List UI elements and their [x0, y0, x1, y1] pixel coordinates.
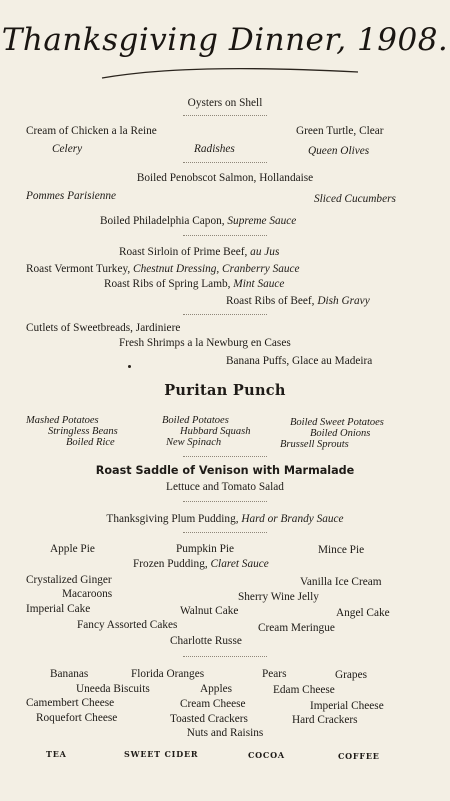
divider — [183, 314, 267, 315]
menu-item-walnut-cake: Walnut Cake — [180, 605, 239, 617]
divider — [183, 115, 267, 116]
decorative-dot — [128, 365, 131, 368]
menu-item-imperial-cake: Imperial Cake — [26, 603, 91, 615]
menu-title: Thanksgiving Dinner, 1908. — [1, 22, 449, 58]
menu-item-cream-cheese: Cream Cheese — [180, 698, 246, 710]
menu-item-uneeda: Uneeda Biscuits — [76, 683, 150, 695]
menu-item-cider: SWEET CIDER — [124, 749, 199, 759]
menu-item-plum-pudding: Thanksgiving Plum Pudding, Hard or Brandy Sauce — [106, 513, 344, 525]
menu-item-shrimps: Fresh Shrimps a la Newburg en Cases — [119, 337, 291, 349]
menu-item-bananas: Bananas — [50, 668, 89, 680]
menu-item-meringue: Cream Meringue — [258, 622, 335, 634]
menu-item-cucumbers: Sliced Cucumbers — [314, 193, 396, 205]
menu-item-cream-chicken: Cream of Chicken a la Reine — [26, 125, 157, 137]
menu-item-oranges: Florida Oranges — [131, 668, 205, 680]
menu-item-grapes: Grapes — [335, 669, 367, 681]
menu-item-onions: Boiled Onions — [310, 428, 371, 439]
menu-item-roquefort: Roquefort Cheese — [36, 712, 118, 724]
menu-item-pumpkin-pie: Pumpkin Pie — [176, 543, 235, 555]
menu-item-oysters: Oysters on Shell — [187, 97, 263, 109]
menu-item-stringless: Stringless Beans — [48, 426, 118, 437]
menu-item-sirloin: Roast Sirloin of Prime Beef, au Jus — [119, 246, 280, 258]
divider — [183, 456, 267, 457]
divider — [183, 532, 267, 533]
menu-item-ribs-beef: Roast Ribs of Beef, Dish Gravy — [226, 295, 370, 307]
menu-item-pommes: Pommes Parisienne — [26, 190, 117, 202]
menu-item-salad: Lettuce and Tomato Salad — [166, 481, 284, 493]
divider — [183, 656, 267, 657]
menu-item-imperial-cheese: Imperial Cheese — [310, 700, 384, 712]
menu-item-mince-pie: Mince Pie — [318, 544, 365, 556]
menu-item-charlotte: Charlotte Russe — [170, 635, 242, 647]
menu-item-camembert: Camembert Cheese — [26, 697, 115, 709]
divider — [183, 501, 267, 502]
menu-item-boiled-potatoes: Boiled Potatoes — [162, 415, 229, 426]
menu-item-sprouts: Brussell Sprouts — [280, 439, 349, 450]
menu-item-apple-pie: Apple Pie — [50, 543, 95, 555]
menu-item-angel-cake: Angel Cake — [336, 607, 390, 619]
menu-item-sweet-potatoes: Boiled Sweet Potatoes — [290, 417, 384, 428]
menu-item-sweetbreads: Cutlets of Sweetbreads, Jardiniere — [26, 322, 181, 334]
menu-item-cocoa: COCOA — [248, 750, 285, 760]
title-flourish — [100, 64, 360, 82]
menu-item-spinach: New Spinach — [166, 437, 222, 448]
menu-item-vanilla: Vanilla Ice Cream — [300, 576, 382, 588]
divider — [183, 235, 267, 236]
menu-item-hubbard: Hubbard Squash — [180, 426, 251, 437]
menu-item-lamb: Roast Ribs of Spring Lamb, Mint Sauce — [104, 278, 285, 290]
menu-item-coffee: COFFEE — [338, 751, 380, 761]
menu-item-radishes: Radishes — [194, 143, 235, 155]
menu-item-salmon: Boiled Penobscot Salmon, Hollandaise — [136, 172, 314, 184]
menu-item-toasted: Toasted Crackers — [170, 713, 248, 725]
divider — [183, 162, 267, 163]
menu-item-hard-crackers: Hard Crackers — [292, 714, 358, 726]
menu-item-frozen-pudding: Frozen Pudding, Claret Sauce — [133, 558, 269, 570]
menu-item-venison: Roast Saddle of Venison with Marmalade — [95, 464, 355, 477]
menu-item-capon: Boiled Philadelphia Capon, Supreme Sauce — [100, 215, 297, 227]
menu-item-macaroons: Macaroons — [62, 588, 113, 600]
menu-item-turkey: Roast Vermont Turkey, Chestnut Dressing, Cranberry Sauce — [26, 263, 300, 275]
menu-item-mashed: Mashed Potatoes — [26, 415, 99, 426]
menu-item-queen-olives: Queen Olives — [308, 145, 370, 157]
menu-item-ginger: Crystalized Ginger — [26, 574, 112, 586]
menu-item-celery: Celery — [52, 143, 83, 155]
menu-item-edam: Edam Cheese — [273, 684, 335, 696]
menu-item-fancy-cakes: Fancy Assorted Cakes — [77, 619, 178, 631]
menu-item-boiled-rice: Boiled Rice — [66, 437, 115, 448]
menu-item-nuts: Nuts and Raisins — [186, 727, 264, 739]
menu-item-green-turtle: Green Turtle, Clear — [296, 125, 384, 137]
menu-item-tea: TEA — [46, 749, 67, 759]
menu-item-pears: Pears — [262, 668, 287, 680]
menu-item-apples: Apples — [200, 683, 233, 695]
menu-item-puritan-punch: Puritan Punch — [164, 382, 286, 399]
menu-item-banana-puffs: Banana Puffs, Glace au Madeira — [226, 355, 373, 367]
menu-item-sherry: Sherry Wine Jelly — [238, 591, 319, 603]
